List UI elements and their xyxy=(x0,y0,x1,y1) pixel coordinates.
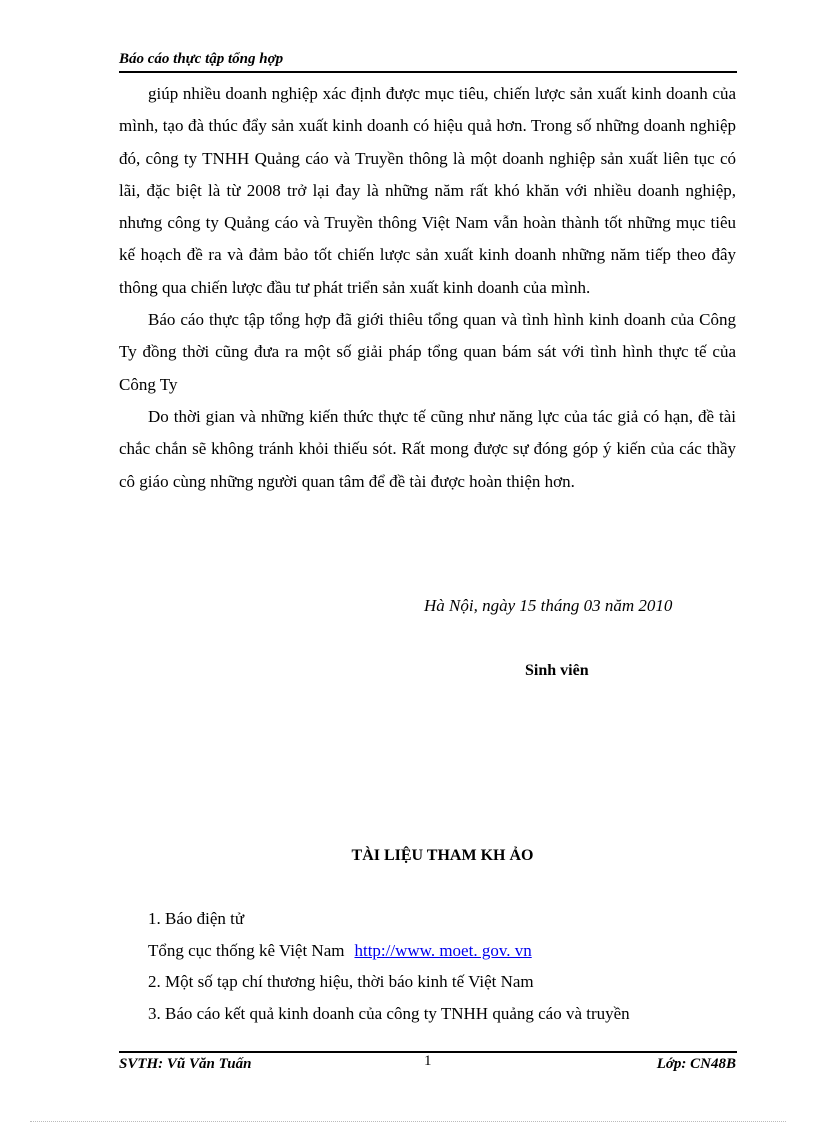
body-paragraph-2: Báo cáo thực tập tổng hợp đã giới thiêu tổng quan và tình hình kinh doanh của Công Ty đồng thời cũng đưa ra một số giải pháp tổng quan bám sát với tình hình thực tế của Công Ty xyxy=(119,310,736,394)
signature-date: Hà Nội, ngày 15 tháng 03 năm 2010 xyxy=(424,596,673,615)
reference-item-2: 2. Một số tạp chí thương hiệu, thời báo kinh tế Việt Nam xyxy=(148,972,534,992)
references-heading: TÀI LIỆU THAM KH ẢO xyxy=(351,847,534,864)
reference-item-1: 1. Báo điện tử xyxy=(148,909,245,928)
reference-link[interactable]: http://www. moet. gov. vn xyxy=(354,940,532,960)
page-number: 1 xyxy=(424,1053,432,1069)
page-edge xyxy=(30,1121,786,1122)
header-title: Báo cáo thực tập tổng hợp xyxy=(119,51,284,67)
reference-item-3: 3. Báo cáo kết quả kinh doanh của công ty TNHH quảng cáo và truyền xyxy=(148,1004,630,1024)
reference-source: Tổng cục thống kê Việt Nam xyxy=(148,940,345,960)
page-header xyxy=(119,49,737,73)
signer-title: Sinh viên xyxy=(525,662,589,679)
references-list xyxy=(148,903,630,1030)
body-paragraph-3: Do thời gian và những kiến thức thực tế cũng như năng lực của tác giả có hạn, đề tài chắc chắn sẽ không tránh khỏi thiếu sót. Rất mong được sự đóng góp ý kiến của các thầy cô giáo cùng những người quan tâm để đề tài được hoàn thiện hơn. xyxy=(119,406,736,491)
body-paragraph-1: giúp nhiều doanh nghiệp xác định được mục tiêu, chiến lược sản xuất kinh doanh của mình, tạo đà thúc đẩy sản xuất kinh doanh có hiệu quả hơn. Trong số những doanh nghiệp đó, công ty TNHH Quảng cáo và Truyền thông là một doanh nghiệp sản xuất liên tục có lãi, đặc biệt là từ 2008 trở lại đay là những năm rất khó khăn với nhiều doanh nghiệp, nhưng công ty Quảng cáo và Truyền thông Việt Nam vẫn hoàn thành tốt những mục tiêu kế hoạch đề ra và đảm bảo tốt chiến lược sản xuất kinh doanh những năm tiếp theo đây thông qua chiến lược đầu tư phát triển sản xuất kinh doanh của mình. xyxy=(119,84,736,297)
footer-class: Lớp: CN48B xyxy=(656,1056,736,1072)
footer-student: SVTH: Vũ Văn Tuấn xyxy=(119,1056,252,1072)
reference-item-1-detail xyxy=(148,935,630,967)
body-text xyxy=(119,78,736,498)
